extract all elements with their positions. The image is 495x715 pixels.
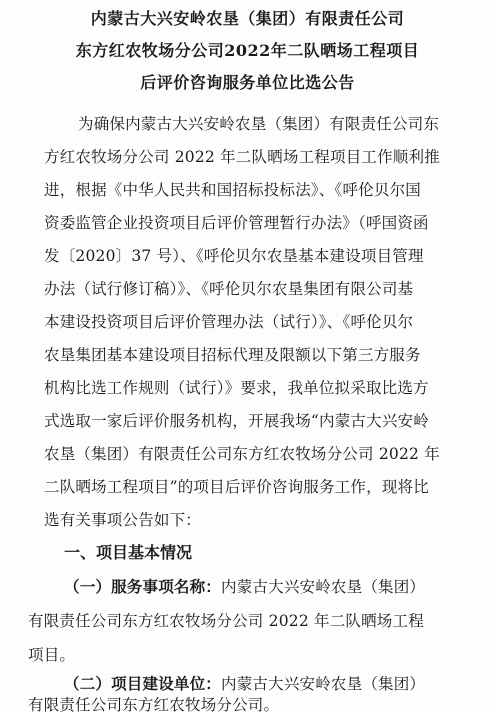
- item-2-line-2: 有限责任公司东方红农牧场分公司。: [28, 696, 280, 714]
- body-line: 机构比选工作规则（试行）》要求，我单位拟采取比选方: [44, 379, 429, 397]
- item-1-line-2: 有限责任公司东方红农牧场分公司 2022 年二队晒场工程: [28, 612, 424, 630]
- body-line: 进，根据《中华人民共和国招标投标法》、《呼伦贝尔国: [44, 181, 422, 199]
- body-line: 式选取一家后评价服务机构，开展我场“内蒙古大兴安岭: [44, 412, 429, 430]
- title-line-3: 后评价咨询服务单位比选公告: [140, 73, 355, 92]
- body-line: 方红农牧场分公司 2022 年二队晒场工程项目工作顺利推: [44, 148, 440, 166]
- title-line-1: 内蒙古大兴安岭农垦（集团）有限责任公司: [90, 9, 405, 28]
- item-1-label: （一）服务事项名称：: [64, 577, 222, 596]
- body-line: 本建设投资项目后评价管理办法（试行）》、《呼伦贝尔: [44, 313, 414, 331]
- body-line: 农垦（集团）有限责任公司东方红农牧场分公司 2022 年: [44, 445, 440, 463]
- body-line: 发〔2020〕37 号）、《呼伦贝尔农垦基本建设项目管理: [44, 247, 424, 265]
- body-line: 办法（试行修订稿）》、《呼伦贝尔农垦集团有限公司基: [44, 280, 414, 298]
- body-line: 为确保内蒙古大兴安岭农垦（集团）有限责任公司东: [78, 115, 440, 133]
- item-1-line-3: 项目。: [28, 646, 76, 664]
- item-2-label: （二）项目建设单位：: [64, 674, 222, 693]
- section-heading: 一、项目基本情况: [64, 543, 193, 562]
- item-1-line-1: [64, 575, 425, 597]
- body-line: 选有关事项公告如下：: [44, 511, 202, 529]
- item-2-value: 内蒙古大兴安岭农垦（集团）: [221, 675, 426, 693]
- title-line-2: 东方红农牧场分公司2022年二队晒场工程项目: [75, 41, 420, 60]
- body-line: 二队晒场工程项目”的项目后评价咨询服务工作，现将比: [44, 478, 429, 496]
- body-line: 资委监管企业投资项目后评价管理暂行办法》（呼国资函: [44, 214, 429, 232]
- item-1-value: 内蒙古大兴安岭农垦（集团）: [221, 578, 426, 596]
- item-2-line-1: [64, 672, 425, 694]
- body-line: 农垦集团基本建设项目招标代理及限额以下第三方服务: [44, 346, 421, 364]
